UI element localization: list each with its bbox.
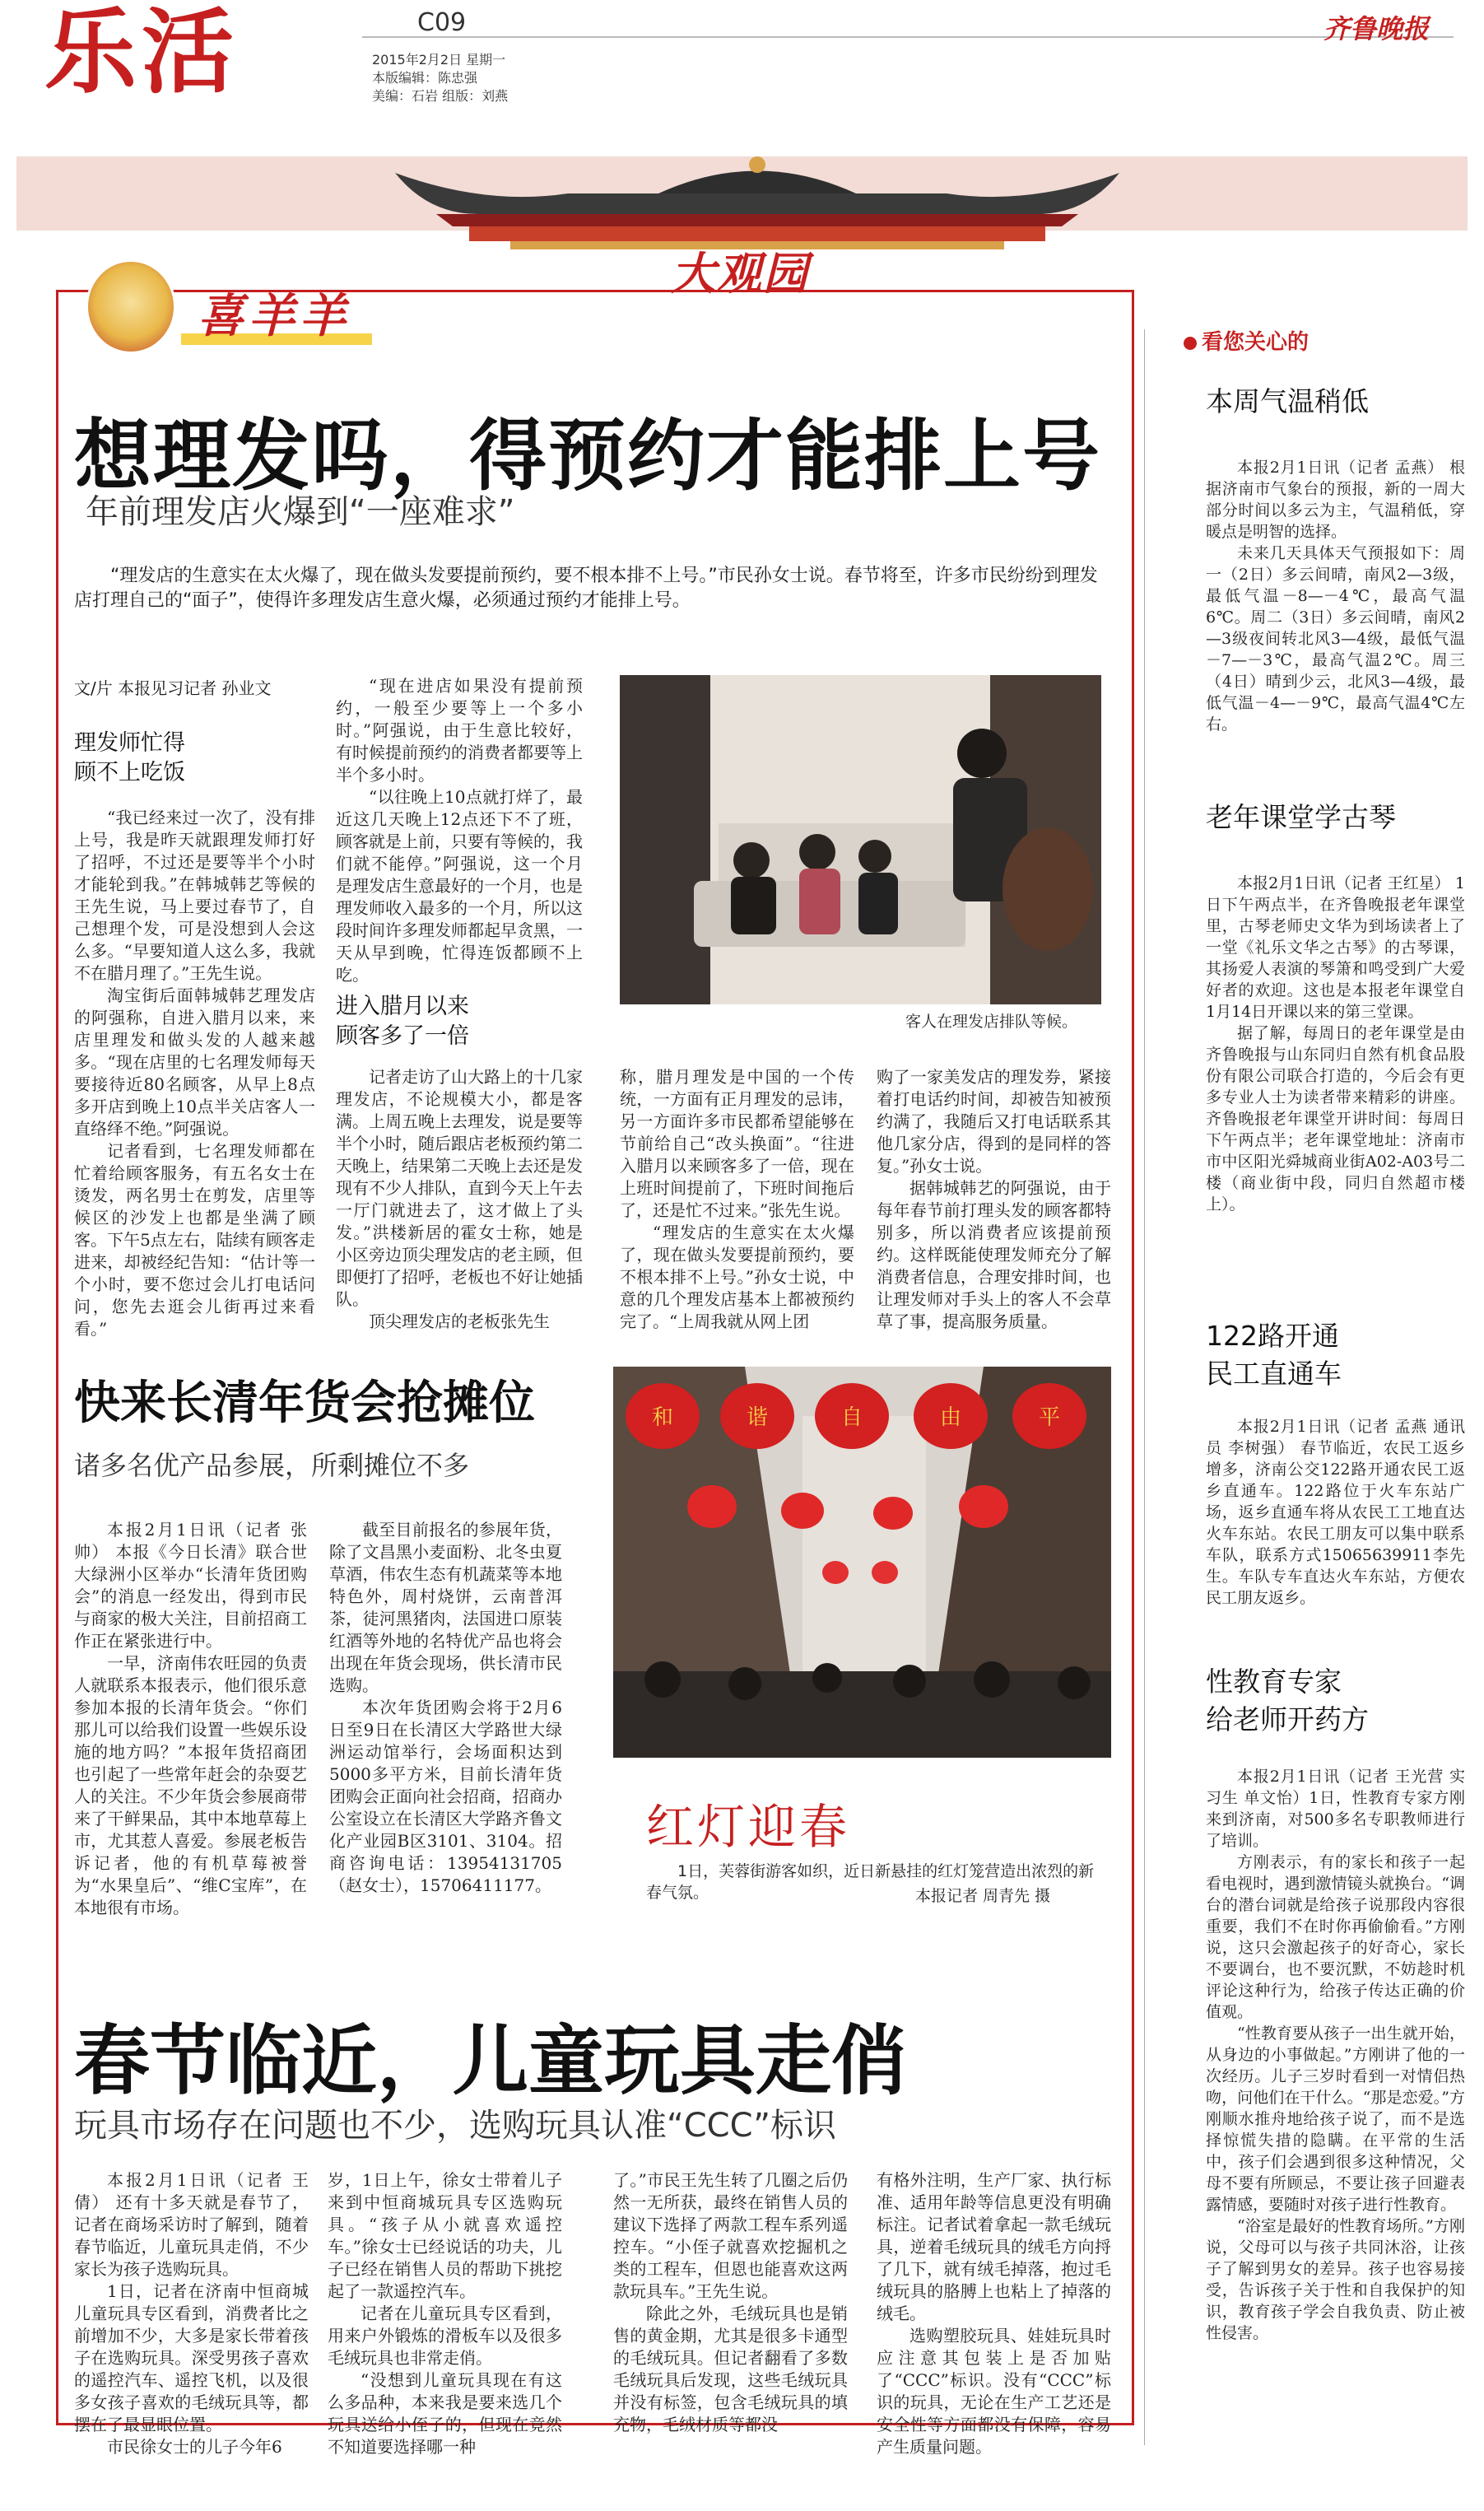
issue-date: 2015年2月2日 星期一	[372, 52, 506, 68]
paragraph: 选购塑胶玩具、娃娃玩具时应注意其包装上是否加贴了“CCC”标识。没有“CCC”标识的玩具，无论在生产工艺还是安全性等方面都没有保障，容易产生质量问题。	[877, 2326, 1111, 2457]
paragraph: 本报2月1日讯（记者 王红星） 1日下午两点半，在齐鲁晚报老年课堂里，古琴老师史文华为到场读者上了一堂《礼乐文华之古琴》的古琴课，其扬爱人表演的琴箫和鸣受到广大爱好者的欢迎。这也是本报老年课堂自1月14日开课以来的第三堂课。	[1206, 874, 1465, 1021]
paragraph: 截至目前报名的参展年货，除了文昌黑小麦面粉、北冬虫夏草酒，伟农生态有机蔬菜等本地特色外，周村烧饼，云南普洱茶，徒河黑猪肉，法国进口原装红酒等外地的名特优产品也将会出现在年货会现场，供长清市民选购。	[329, 1520, 562, 1695]
photo-feature-title: 红灯迎春	[646, 1799, 851, 1855]
story1-column-2	[336, 675, 583, 984]
story3-headline: 春节临近，儿童玩具走俏	[74, 2017, 908, 2105]
lantern-char: 和	[651, 1405, 674, 1430]
paragraph: 顶尖理发店的老板张先生	[369, 1311, 550, 1331]
subhead-line: 进入腊月以来	[336, 994, 469, 1019]
story1-lead: “理发店的生意实在太火爆了，现在做头发要提前预约，要不根本排不上号。”市民孙女士说。春节将至，许多市民纷纷到理发店打理自己的“面子”，使得许多理发店生意火爆，必须通过预约才能排上号。	[74, 566, 1098, 611]
sidebar-item-3-body	[1206, 1416, 1465, 1647]
subhead-line: 顾不上吃饭	[74, 760, 185, 785]
title-line: 老年课堂学古琴	[1206, 801, 1396, 833]
paragraph: 记者走访了山大路上的十几家理发店，不论规模大小，都是客满。上周五晚上去理发，说是要等半个小时，随后跟店老板预约第二天晚上，结果第二天晚上去还是发现有不少人排队，直到今天上午去一厅门就进去了，这才做上了头发。”洪楼新居的霍女士称，她是小区旁边顶尖理发店的老主顾，但即便打了招呼，老板也不好让她插队。	[336, 1067, 583, 1309]
paragraph: “理发店的生意实在太火爆了，现在做头发要提前预约，要不根本排不上号。”孙女士说，中意的几个理发店基本上都被预约完了。“上周我就从网上团	[620, 1223, 854, 1331]
paragraph: 方刚表示，有的家长和孩子一起看电视时，遇到激情镜头就换台。“调台的潜台词就是给孩子说那段内容很重要，我们不在时你再偷偷看。”方刚说，这只会激起孩子的好奇心，家长不要调台，也不要沉默，不妨趁时机评论这种行为，给孩子传达正确的价值观。	[1206, 1853, 1465, 2021]
subhead-line: 顾客多了一倍	[336, 1023, 469, 1049]
story1-subhead-1	[74, 729, 185, 788]
paragraph: “性教育要从孩子一出生就开始，从身边的小事做起。”方刚讲了他的一次经历。儿子三岁时看到一对情侣热吻，问他们在干什么。“那是恋爱。”方刚顺水推舟地给孩子说了，而不是选择惊慌失措的隐瞒。在平常的生活中，孩子们会遇到很多这种情况，父母不要有所顾忌，不要让孩子回避表露情感，要随时对孩子进行性教育。	[1206, 2024, 1465, 2214]
paragraph: 岁，1日上午，徐女士带着儿子来到中恒商城玩具专区选购玩具。“孩子从小就喜欢遥控车。”徐女士已经说话的功夫，儿子已经在销售人员的帮助下挑挖起了一款遥控汽车。	[328, 2170, 562, 2301]
story1-headline: 想理发吗，得预约才能排上号	[74, 412, 1102, 501]
kicker-label: 喜羊羊	[198, 290, 351, 343]
story1-subhead-2	[336, 992, 469, 1051]
lantern-char: 自	[840, 1405, 863, 1430]
story1-column-4	[877, 1066, 1111, 1342]
story3-column-4	[877, 2169, 1111, 2457]
paragraph: 本报2月1日讯（记者 孟燕 通讯员 李树强） 春节临近，农民工返乡增多，济南公交122路开通农民工返乡直通车。122路位于火车东站广场，返乡直通车将从农民工工地直达火车东站。农民工朋友可以集中联系车队，联系方式15065639911李先生。车队专车直达火车东站，方便农民工朋友返乡。	[1206, 1418, 1465, 1607]
column-title: 大观园	[671, 247, 809, 300]
masthead-rule	[362, 36, 1454, 38]
sidebar-item-3-title	[1206, 1317, 1342, 1393]
page-number: C09	[417, 8, 467, 37]
paragraph: “浴室是最好的性教育场所。”方刚说，父母可以与孩子共同沐浴，让孩子了解到男女的差异。孩子也容易接受，告诉孩子关于性和自我保护的知识，教育孩子学会自我负责、防止被性侵害。	[1206, 2217, 1465, 2342]
paragraph: 购了一家美发店的理发券，紧接着打电话约时间，却被告知被预约满了，我随后又打电话联系其他几家分店，得到的是同样的答复。”孙女士说。	[877, 1067, 1111, 1176]
paragraph: 本次年货团购会将于2月6日至9日在长清区大学路世大绿洲运动馆举行，会场面积达到5000多平方米，目前长清年货团购会正面向社会招商，招商办公室设立在长清区大学路齐鲁文化产业园B区3101、3104。招商咨询电话：13954131705（赵女士），15706411177。	[329, 1698, 562, 1895]
paragraph: “现在进店如果没有提前预约，一般至少要等上一个多小时。”阿强说，由于生意比较好，有时候提前预约的消费者都要等上半个多小时。	[336, 676, 583, 785]
story3-column-3	[613, 2169, 848, 2434]
title-line: 本周气温稍低	[1206, 385, 1369, 417]
subhead-line: 理发师忙得	[74, 730, 185, 756]
title-line: 民工直通车	[1206, 1358, 1342, 1390]
paragraph: 本报2月1日讯（记者 孟燕） 根据济南市气象台的预报，新的一周大部分时间以多云为主，气温稍低，穿暖点是明智的选择。	[1206, 459, 1465, 541]
story2-column-1	[74, 1519, 307, 1926]
lantern-char: 平	[1038, 1405, 1061, 1430]
paper-logo: 齐鲁晚报	[1324, 13, 1430, 44]
paragraph: “我已经来过一次了，没有排上号，我是昨天就跟理发师打好了招呼，不过还是要等半个小时才能轮到我。”在韩城韩艺等候的王先生说，马上要过春节了，自己想理个发，可是没想到人会这么多。“早要知道人这么多，我就不在腊月理了。”王先生说。	[74, 808, 315, 983]
sidebar-label	[1184, 325, 1309, 356]
sidebar-item-4-title	[1206, 1663, 1369, 1739]
paragraph: 1日，记者在济南中恒商城儿童玩具专区看到，消费者比之前增加不少，大多是家长带着孩子在选购玩具。深受男孩子喜欢的遥控汽车、遥控飞机，以及很多女孩子喜欢的毛绒玩具等，都摆在了最显眼位置。	[74, 2281, 309, 2434]
lantern-char: 谐	[746, 1405, 769, 1430]
paragraph: 记者看到，七名理发师都在忙着给顾客服务，有五名女士在烫发，两名男士在剪发，店里等候区的沙发上也都是坐满了顾客。下午5点左右，陆续有顾客走进来，却被经纪告知：“估计等一个小时，要不您过会儿打电话问问，您先去逛会儿街再过来看看。”	[74, 1141, 315, 1339]
lantern-photo-credit: 本报记者 周青先 摄	[915, 1887, 1051, 1905]
lantern-char: 由	[939, 1405, 962, 1430]
story3-column-1	[74, 2169, 309, 2457]
barbershop-photo-caption: 客人在理发店排队等候。	[905, 1013, 1078, 1031]
story2-column-2	[329, 1519, 562, 1926]
story1-subheadline: 年前理发店火爆到“一座难求”	[86, 493, 515, 531]
story2-headline: 快来长清年货会抢摊位	[74, 1377, 535, 1430]
bullet-dot-icon	[1184, 337, 1197, 350]
title-line: 性教育专家	[1206, 1665, 1342, 1698]
paragraph: 市民徐女士的儿子今年6	[107, 2437, 282, 2457]
sidebar-item-4-body	[1206, 1766, 1465, 2425]
title-line: 给老师开药方	[1206, 1703, 1369, 1735]
lantern-photo-caption: 1日，芙蓉街游客如织，近日新悬挂的红灯笼营造出浓烈的新春气氛。	[646, 1862, 1095, 1902]
paragraph: 除此之外，毛绒玩具也是销售的黄金期，尤其是很多卡通型的毛绒玩具。但记者翻看了多数毛绒玩具后发现，这些毛绒玩具并没有标签，包含毛绒玩具的填充物，毛绒材质等都没	[613, 2304, 848, 2434]
title-line: 122路开通	[1206, 1320, 1339, 1352]
paragraph: 未来几天具体天气预报如下：周一（2日）多云间晴，南风2—3级，最低气温－8—－4℃，最高气温6℃。周二（3日）多云间晴，南风2—3级夜间转北风3—4级，最低气温－7—－3℃，最高气温2℃。周三（4日）晴到少云，北风3—4级，最低气温－4—－9℃，最高气温4℃左右。	[1206, 544, 1465, 734]
paragraph: 本报2月1日讯（记者 王光营 实习生 单文怡）1日，性教育专家方刚来到济南，对500多名专职教师进行了培训。	[1206, 1768, 1465, 1850]
column-divider	[1144, 329, 1145, 2445]
staff-credit: 美编：石岩 组版：刘燕	[372, 88, 509, 104]
paragraph: 称，腊月理发是中国的一个传统，一方面有正月理发的忌讳，另一方面许多市民都希望能够在节前给自己“改头换面”。“往进入腊月以来顾客多了一倍，现在上班时间提前了，下班时间拖后了，还是忙不过来。”张先生说。	[620, 1067, 854, 1220]
sidebar-item-2-body	[1206, 873, 1465, 1317]
paragraph: 据韩城韩艺的阿强说，由于每年春节前打理头发的顾客都特别多，所以消费者应该提前预约。这样既能使理发师充分了解消费者信息，合理安排时间，也让理发师对手头上的客人不会草草了事，提高服务质量。	[877, 1178, 1111, 1331]
paragraph: 有格外注明，生产厂家、执行标准、适用年龄等信息更没有明确标注。记者试着拿起一款毛绒玩具，逆着毛绒玩具的绒毛方向捋了几下，就有绒毛掉落，抱过毛绒玩具的胳膊上也粘上了掉落的绒毛。	[877, 2170, 1111, 2323]
paragraph: 本报2月1日讯（记者 张帅） 本报《今日长清》联合世大绿洲小区举办“长清年货团购会”的消息一经发出，得到市民与商家的极大关注，目前招商工作正在紧张进行中。	[74, 1520, 307, 1651]
story1-byline: 文/片 本报见习记者 孙业文	[74, 678, 272, 698]
paragraph: 淘宝街后面韩城韩艺理发店的阿强称，自进入腊月以来，来店里理发和做头发的人越来越多。“现在店里的七名理发师每天要接待近80名顾客，从早上8点多开店到晚上10点半关店客人一直络绎不绝。”阿强说。	[74, 985, 315, 1139]
sidebar-label-text: 看您关心的	[1202, 330, 1310, 355]
section-logo: 乐活	[44, 0, 239, 106]
paragraph: “以往晚上10点就打烊了，最近这几天晚上12点还下不了班，顾客就是上前，只要有等候的，我们就不能停。”阿强说，这一个月是理发店生意最好的一个月，也是理发师收入最多的一个月，所以这段时间许多理发师都起早贪黑，一天从早到晚，忙得连饭都顾不上吃。	[336, 787, 583, 985]
sidebar-item-2-title	[1206, 799, 1396, 836]
story1-column-1	[74, 807, 315, 1342]
paragraph: 了。”市民王先生转了几圈之后仍然一无所获，最终在销售人员的建议下选择了两款工程车系列遥控车。“小侄子就喜欢挖掘机之类的工程车，但恩也能喜欢这两款玩具车。”王先生说。	[613, 2170, 848, 2301]
story1-column-2b	[336, 1066, 583, 1342]
editor-credit: 本版编辑：陈忠强	[372, 70, 478, 86]
sidebar-item-1-title	[1206, 383, 1369, 421]
story1-column-3	[620, 1066, 854, 1342]
lantern-street-photo	[613, 1367, 1111, 1758]
story2-subheadline: 诸多名优产品参展，所剩摊位不多	[74, 1450, 470, 1481]
story3-subheadline: 玩具市场存在问题也不少，选购玩具认准“CCC”标识	[74, 2107, 836, 2145]
paragraph: 记者在儿童玩具专区看到，用来户外锻炼的滑板车以及很多毛绒玩具也非常走俏。	[328, 2304, 562, 2368]
paragraph: 本报2月1日讯（记者 王倩） 还有十多天就是春节了，记者在商场采访时了解到，随着春节临近，儿童玩具走俏，不少家长为孩子选购玩具。	[74, 2170, 309, 2279]
paragraph: “没想到儿童玩具现在有这么多品种，本来我是要来选几个玩具送给小侄子的，但现在竟然不知道要选择哪一种	[328, 2370, 562, 2457]
sheep-mascot-icon	[86, 259, 176, 354]
barbershop-photo	[620, 675, 1101, 1004]
story3-column-2	[328, 2169, 562, 2457]
sidebar-item-1-body	[1206, 457, 1465, 770]
paragraph: 一早，济南伟农旺园的负责人就联系本报表示，他们很乐意参加本报的长清年货会。“你们那儿可以给我们设置一些娱乐设施的地方吗？”本报年货招商团也引起了一些常年赶会的杂耍艺人的关注。不少年货会参展商带来了干鲜果品，其中本地草莓上市，尤其惹人喜爱。参展老板告诉记者，他的有机草莓被誉为“水果皇后”、“维C宝库”，在本地很有市场。	[74, 1653, 307, 1917]
paragraph: 据了解，每周日的老年课堂是由齐鲁晚报与山东同归自然有机食品股份有限公司联合打造的，今后会有更多专业人士为读者带来精彩的讲座。齐鲁晚报老年课堂开讲时间：每周日下午两点半；老年课堂地址：济南市市中区阳光舜城商业街A02-A03号二楼（商业街中段，同归自然超市楼上）。	[1206, 1024, 1465, 1214]
